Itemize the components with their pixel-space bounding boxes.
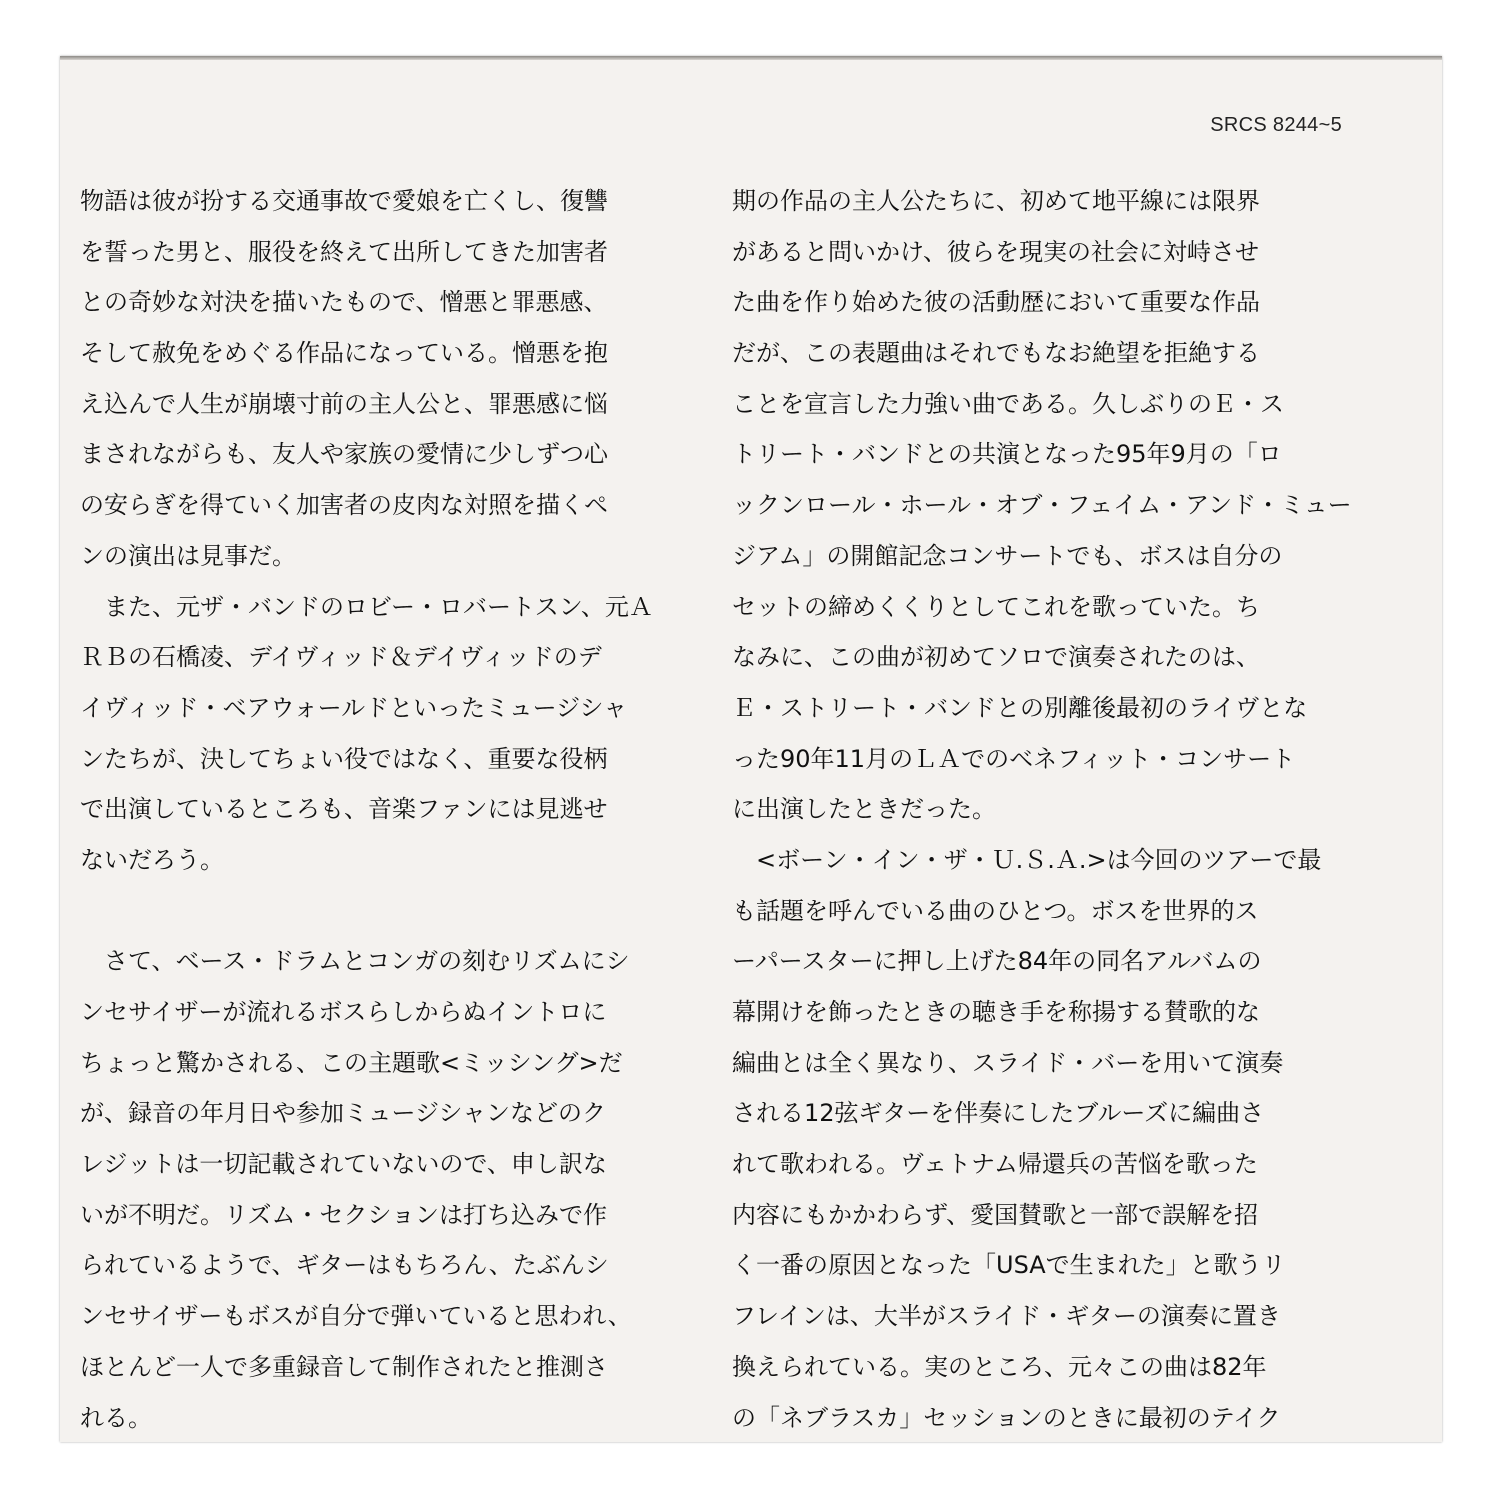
text-line: ジアム」の開館記念コンサートでも、ボスは自分の	[732, 541, 1283, 570]
text-line: トリート・バンドとの共演となった95年9月の「ロ	[732, 440, 1282, 469]
text-line: た曲を作り始めた彼の活動歴において重要な作品	[732, 288, 1260, 317]
text-line: イヴィッド・ベアウォールドといったミュージシャ	[80, 693, 628, 722]
right-text-column	[732, 176, 1352, 1442]
text-line: ンたちが、決してちょい役ではなく、重要な役柄	[80, 744, 608, 773]
paragraph-gap	[80, 886, 692, 937]
text-line: なみに、この曲が初めてソロで演奏されたのは、	[732, 643, 1260, 672]
text-line: く一番の原因となった「USAで生まれた」と歌うリ	[732, 1251, 1286, 1280]
text-line: ーパースターに押し上げた84年の同名アルバムの	[732, 947, 1262, 976]
text-line: の安らぎを得ていく加害者の皮肉な対照を描くペ	[80, 491, 608, 520]
text-line: で出演しているところも、音楽ファンには見逃せ	[80, 795, 608, 824]
text-line: った90年11月のＬＡでのベネフィット・コンサート	[732, 744, 1296, 773]
left-text-column	[80, 176, 692, 1442]
text-line: え込んで人生が崩壊寸前の主人公と、罪悪感に悩	[80, 389, 608, 418]
text-line: られているようで、ギターはもちろん、たぶんシ	[80, 1251, 609, 1280]
text-line: 物語は彼が扮する交通事故で愛娘を亡くし、復讐	[80, 187, 608, 215]
text-line: セットの締めくくりとしてこれを歌っていた。ち	[732, 592, 1260, 621]
text-line: いが不明だ。リズム・セクションは打ち込みで作	[80, 1200, 608, 1229]
liner-notes-page	[60, 56, 1442, 1442]
text-line: に出演したときだった。	[732, 795, 996, 824]
text-line: 編曲とは全く異なり、スライド・バーを用いて演奏	[732, 1048, 1284, 1077]
text-line: ことを宣言した力強い曲である。久しぶりのＥ・ス	[732, 389, 1284, 418]
text-line: れる。	[80, 1403, 152, 1432]
text-line: さて、ベース・ドラムとコンガの刻むリズムにシ	[80, 947, 630, 976]
text-line: 期の作品の主人公たちに、初めて地平線には限界	[732, 187, 1260, 215]
text-line: も話題を呼んでいる曲のひとつ。ボスを世界的ス	[732, 896, 1259, 925]
catalog-number: SRCS 8244~5	[1210, 114, 1342, 136]
text-line: れて歌われる。ヴェトナム帰還兵の苦悩を歌った	[732, 1150, 1258, 1179]
text-line: が、録音の年月日や参加ミュージシャンなどのク	[80, 1099, 606, 1128]
text-line: そして赦免をめぐる作品になっている。憎悪を抱	[80, 339, 608, 368]
text-line: される12弦ギターを伴奏にしたブルーズに編曲さ	[732, 1099, 1265, 1128]
text-line: ックンロール・ホール・オブ・フェイム・アンド・ミュー	[732, 491, 1352, 520]
text-line: 幕開けを飾ったときの聴き手を称揚する賛歌的な	[732, 998, 1260, 1026]
text-line: まされながらも、友人や家族の愛情に少しずつ心	[80, 440, 608, 469]
text-line: また、元ザ・バンドのロビー・ロバートスン、元Ａ	[80, 592, 653, 621]
text-line: フレインは、大半がスライド・ギターの演奏に置き	[732, 1302, 1281, 1331]
text-line: 換えられている。実のところ、元々この曲は82年	[732, 1352, 1267, 1381]
text-line: ンセサイザーが流れるボスらしからぬイントロに	[80, 998, 607, 1026]
text-line: ちょっと驚かされる、この主題歌<ミッシング>だ	[80, 1048, 623, 1077]
text-line: Ｅ・ストリート・バンドとの別離後最初のライヴとな	[732, 693, 1308, 722]
text-line: があると問いかけ、彼らを現実の社会に対峙させ	[732, 237, 1260, 266]
text-line: ほとんど一人で多重録音して制作されたと推測さ	[80, 1352, 608, 1381]
text-line: を誓った男と、服役を終えて出所してきた加害者	[80, 237, 608, 266]
text-line: だが、この表題曲はそれでもなお絶望を拒絶する	[732, 339, 1260, 368]
text-line: ないだろう。	[80, 845, 224, 874]
text-line: <ボーン・イン・ザ・Ｕ.Ｓ.Ａ.>は今回のツアーで最	[732, 845, 1322, 874]
text-line: の「ネブラスカ」セッションのときに最初のテイク	[732, 1403, 1281, 1432]
text-line: との奇妙な対決を描いたもので、憎悪と罪悪感、	[80, 288, 608, 317]
text-line: レジットは一切記載されていないので、申し訳な	[80, 1150, 607, 1179]
text-line: ＲＢの石橋凌、デイヴィッド＆デイヴィッドのデ	[80, 643, 602, 672]
text-line: 内容にもかかわらず、愛国賛歌と一部で誤解を招	[732, 1200, 1259, 1229]
page-edge	[60, 56, 1442, 60]
text-line: ンの演出は見事だ。	[80, 541, 296, 570]
text-line: ンセサイザーもボスが自分で弾いていると思われ、	[80, 1302, 632, 1331]
